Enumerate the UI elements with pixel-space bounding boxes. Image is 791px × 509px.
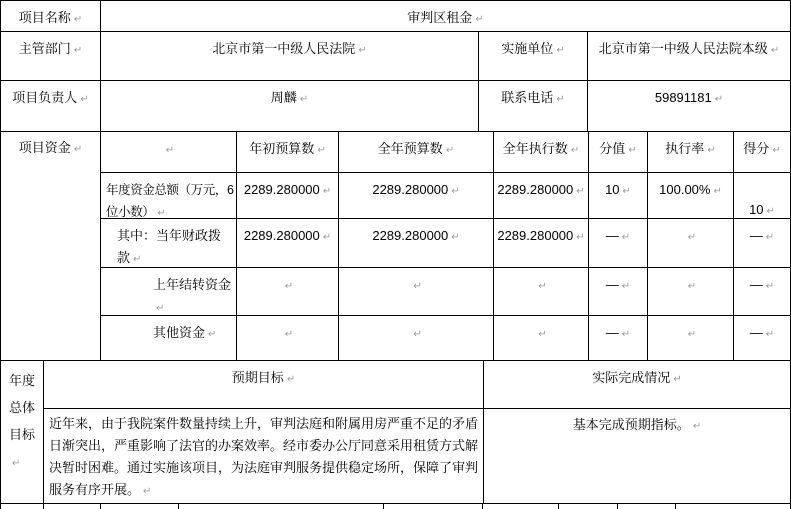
cell-end-mark-icon: ↵ [73, 14, 83, 25]
project-name-value-cell: 审判区租金 ↵ [100, 0, 791, 32]
funds-row-label-total: 年度资金总额（万元，6位小数） ↵ [100, 172, 237, 219]
cell-end-mark-icon: ↵ [687, 329, 697, 340]
cell-end-mark-icon: ↵ [556, 45, 565, 56]
funds-approp-execution-rate [647, 218, 734, 268]
cell-end-mark-icon: ↵ [157, 208, 166, 219]
partial-row-cell [617, 503, 676, 509]
cell-end-mark-icon: ↵ [713, 186, 722, 197]
cell-end-mark-icon: ↵ [621, 232, 631, 243]
phone-label-cell: 联系电话 ↵ [478, 80, 588, 132]
funds-total-score: 10 ↵ [733, 172, 791, 219]
actual-result-text-cell: 基本完成预期指标。 ↵ [483, 408, 791, 504]
impl-unit-value-cell: 北京市第一中级人民法院本级 ↵ [587, 31, 791, 81]
funds-total-initial-budget: 2289.280000 ↵ [236, 172, 339, 219]
funds-other-execution-rate [647, 315, 734, 361]
funds-header-empty-cell [100, 131, 237, 173]
dept-label-cell: 主管部门 ↵ [0, 31, 101, 81]
cell-end-mark-icon: ↵ [451, 232, 460, 243]
funds-header-score: 得分 ↵ [733, 131, 791, 173]
cell-end-mark-icon: ↵ [538, 281, 547, 292]
funds-carryover-score: — ↵ [733, 267, 791, 316]
cell-end-mark-icon: ↵ [413, 329, 422, 340]
cell-end-mark-icon: ↵ [765, 329, 775, 340]
funds-approp-weight: — ↵ [588, 218, 648, 268]
funds-row-label-appropriation: 其中：当年财政拨款 ↵ [100, 218, 237, 268]
funds-approp-score: — ↵ [733, 218, 791, 268]
cell-end-mark-icon: ↵ [714, 94, 724, 105]
cell-end-mark-icon: ↵ [317, 145, 326, 156]
funds-row-label-other: 其他资金 ↵ [100, 315, 237, 361]
phone-value-cell: 59891181 ↵ [587, 80, 791, 132]
cell-end-mark-icon: ↵ [475, 14, 484, 25]
cell-end-mark-icon: ↵ [628, 145, 637, 156]
partial-row-cell [178, 503, 384, 509]
cell-end-mark-icon: ↵ [284, 281, 294, 292]
cell-end-mark-icon: ↵ [570, 145, 580, 156]
funds-other-annual-executed [493, 315, 589, 361]
funds-approp-initial-budget: 2289.280000 ↵ [236, 218, 339, 268]
funds-total-weight: 10 ↵ [588, 172, 648, 219]
cell-end-mark-icon: ↵ [673, 374, 682, 385]
funds-carryover-annual-executed [493, 267, 589, 316]
funds-approp-annual-budget: 2289.280000 ↵ [338, 218, 494, 268]
funds-carryover-weight: — ↵ [588, 267, 648, 316]
cell-end-mark-icon: ↵ [707, 145, 716, 156]
partial-row-cell [0, 503, 44, 509]
funds-total-annual-executed: 2289.280000 ↵ [493, 172, 589, 219]
cell-end-mark-icon: ↵ [12, 458, 21, 469]
cell-end-mark-icon: ↵ [770, 45, 780, 56]
cell-end-mark-icon: ↵ [322, 186, 332, 197]
cell-end-mark-icon: ↵ [299, 94, 309, 105]
cell-end-mark-icon: ↵ [687, 232, 697, 243]
manager-label-cell: 项目负责人 ↵ [0, 80, 101, 132]
cell-end-mark-icon: ↵ [80, 94, 89, 105]
manager-value-cell: 周麟 ↵ [100, 80, 479, 132]
cell-end-mark-icon: ↵ [413, 281, 422, 292]
funds-total-annual-budget: 2289.280000 ↵ [338, 172, 494, 219]
funds-other-weight: — ↵ [588, 315, 648, 361]
cell-end-mark-icon: ↵ [322, 232, 332, 243]
funds-approp-annual-executed: 2289.280000 ↵ [493, 218, 589, 268]
funds-header-initial-budget: 年初预算数 ↵ [236, 131, 339, 173]
cell-end-mark-icon: ↵ [576, 232, 585, 243]
cell-end-mark-icon: ↵ [765, 232, 775, 243]
annual-goal-section-label-cell: 年度总体目标↵ [0, 360, 44, 504]
actual-result-header-cell: 实际完成情况 ↵ [483, 360, 791, 409]
cell-end-mark-icon: ↵ [445, 145, 455, 156]
funds-header-annual-executed: 全年执行数 ↵ [493, 131, 589, 173]
funds-other-score: — ↵ [733, 315, 791, 361]
funds-other-initial-budget [236, 315, 339, 361]
project-name-label-cell: 项目名称 ↵ [0, 0, 101, 32]
cell-end-mark-icon: ↵ [622, 186, 631, 197]
partial-row-cell [675, 503, 791, 509]
cell-end-mark-icon: ↵ [73, 45, 83, 56]
partial-row-cell [558, 503, 618, 509]
cell-end-mark-icon: ↵ [156, 303, 165, 314]
cell-end-mark-icon: ↵ [538, 329, 547, 340]
cell-end-mark-icon: ↵ [765, 281, 775, 292]
cell-end-mark-icon: ↵ [165, 145, 175, 156]
cell-end-mark-icon: ↵ [451, 186, 460, 197]
funds-section-label-cell: 项目资金 ↵ [0, 131, 101, 361]
cell-end-mark-icon: ↵ [286, 374, 296, 385]
cell-end-mark-icon: ↵ [621, 281, 631, 292]
funds-carryover-annual-budget [338, 267, 494, 316]
cell-end-mark-icon: ↵ [766, 206, 775, 217]
impl-unit-label-cell: 实施单位 ↵ [478, 31, 588, 81]
partial-row-cell [383, 503, 483, 509]
cell-end-mark-icon: ↵ [692, 421, 702, 432]
cell-end-mark-icon: ↵ [576, 186, 585, 197]
funds-header-execution-rate: 执行率 ↵ [647, 131, 734, 173]
expected-goal-header-cell: 预期目标 ↵ [43, 360, 484, 409]
funds-header-weight: 分值 ↵ [588, 131, 648, 173]
cell-end-mark-icon: ↵ [687, 281, 697, 292]
cell-end-mark-icon: ↵ [621, 329, 631, 340]
cell-end-mark-icon: ↵ [556, 94, 565, 105]
expected-goal-text-cell: 近年来，由于我院案件数量持续上升，审判法庭和附属用房严重不足的矛盾日渐突出，严重影响了法官的办案效率。经市委办公厅同意采用租赁方式解决暂时困难。通过实施该项目，为法庭审判服务提供稳定场所，保障了审判服务有序开展。 ↵ [43, 408, 484, 504]
partial-row-cell [100, 503, 179, 509]
funds-carryover-initial-budget [236, 267, 339, 316]
cell-end-mark-icon: ↵ [772, 145, 781, 156]
funds-total-execution-rate: 100.00% ↵ [647, 172, 734, 219]
cell-end-mark-icon: ↵ [133, 254, 142, 265]
dept-value-cell: 北京市第一中级人民法院 ↵ [100, 31, 479, 81]
funds-carryover-execution-rate [647, 267, 734, 316]
cell-end-mark-icon: ↵ [284, 329, 294, 340]
cell-end-mark-icon: ↵ [73, 144, 83, 155]
cell-end-mark-icon: ↵ [143, 486, 152, 497]
partial-row-cell [43, 503, 101, 509]
partial-row-cell [482, 503, 559, 509]
cell-end-mark-icon: ↵ [208, 329, 217, 340]
funds-row-label-carryover: 上年结转资金↵ [100, 267, 237, 316]
funds-header-annual-budget: 全年预算数 ↵ [338, 131, 494, 173]
funds-other-annual-budget [338, 315, 494, 361]
cell-end-mark-icon: ↵ [358, 45, 367, 56]
